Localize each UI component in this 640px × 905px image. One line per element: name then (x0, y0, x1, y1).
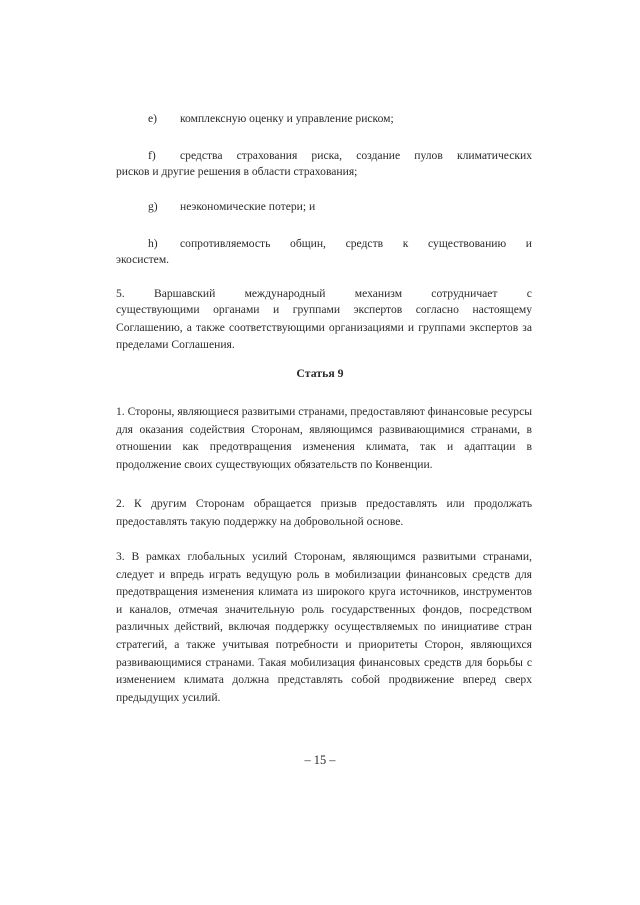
list-item-g-marker: g) (148, 200, 158, 213)
list-item-f-line1: средства страхования риска, создание пулов климатических (180, 149, 532, 162)
paragraph-5-line1 (116, 285, 532, 303)
article-9-paragraph-1: 1. Стороны, являющиеся развитыми странами, предоставляют финансовые ресурсы для оказания содействия Сторонам, являющимся развивающимися странами, в отношении как предотвращения изменения климата, так и адаптации в продолжение своих существующих обязательств по Конвенции. (116, 405, 532, 471)
word: механизм (354, 287, 403, 300)
word: сотрудничает (431, 287, 498, 300)
word: средств (345, 237, 384, 250)
article-heading: Статья 9 (296, 366, 344, 380)
word: и (525, 237, 532, 250)
word: к (402, 237, 409, 250)
word: Варшавский (153, 287, 216, 300)
list-item-h-line1 (180, 235, 532, 253)
list-item-f-line2: рисков и другие решения в области страхования; (116, 165, 358, 178)
word: международный (244, 287, 326, 300)
list-item-g-text: неэкономические потери; и (180, 200, 316, 213)
article-9-paragraph-2: 2. К другим Сторонам обращается призыв предоставлять или продолжать предоставлять такую поддержку на добровольной основе. (116, 497, 532, 528)
list-item-e-text: комплексную оценку и управление риском; (180, 112, 394, 125)
list-item-h-line2: экосистем. (116, 253, 170, 266)
word: с (526, 287, 532, 300)
page-number: – 15 – (304, 753, 336, 767)
list-item-f-marker: f) (148, 149, 156, 162)
word: сопротивляемость (180, 237, 271, 250)
article-9-paragraph-3: 3. В рамках глобальных усилий Сторонам, являющимся развитыми странами, следует и впредь играть ведущую роль в мобилизации финансовых средств для предотвращения изменения климата из широкого круга источников, инструментов и каналов, отмечая значительную роль государственных фондов, посредством различных действий, включая поддержку осуществляемых по инициативе стран стратегий, а также учитывая потребности и приоритеты Сторон, являющихся развивающимися странами. Такая мобилизация финансовых средств для борьбы с изменением климата должна представлять собой продвижение вперед сверх предыдущих усилий. (116, 550, 532, 704)
word: 5. (116, 287, 125, 300)
list-item-h-marker: h) (148, 237, 158, 250)
list-item-e-marker: e) (148, 112, 158, 125)
word: существованию (428, 237, 507, 250)
word: общин, (290, 237, 326, 250)
paragraph-5-body: существующими органами и группами экспертов согласно настоящему Соглашению, а также соответствующими организациями и группами экспертов за пределами Соглашения. (116, 303, 532, 352)
